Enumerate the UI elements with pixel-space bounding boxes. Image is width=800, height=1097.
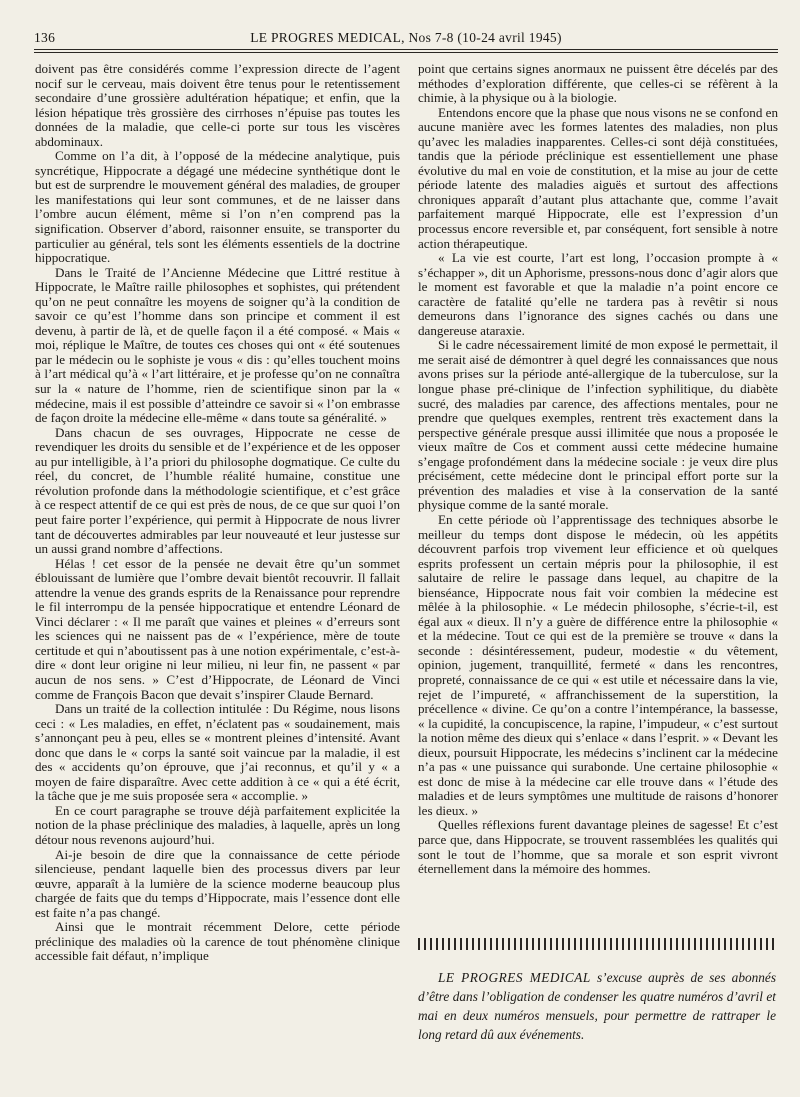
- paragraph: Dans chacun de ses ouvrages, Hippocrate ne cesse de revendiquer les droits du sensible et de l’expérience et de les opposer au pur intelligible, à l’a priori du philosophe dogmatique. Ce culte du réel, du concret, de l’humble réalité humaine, constitue une révolution profonde dans la méthodologie scientifique, et c’est grâce à ce respect attentif de ce qui est près de nous, de ce que sur quoi l’on peut faire porter l’expérience, qui permit à Hippocrate de nous livrer tant de découvertes admirables par leur nouveauté et leur justesse sur un aussi grand nombre d’affections.: [35, 424, 400, 557]
- paragraph: point que certains signes anormaux ne puissent être décelés par des méthodes d’exploration différente, que celles-ci se réfèrent à la chimie, à la physique ou à la biologie.: [418, 61, 778, 106]
- journal-title: LE PROGRES MEDICAL, Nos 7-8 (10-24 avril 1945): [250, 30, 562, 45]
- publisher-notice: [418, 968, 776, 1044]
- left-column: [35, 62, 400, 964]
- paragraph: Dans le Traité de l’Ancienne Médecine que Littré restitue à Hippocrate, le Maître raille philosophes et sophistes, qui prétendent qu’on ne peut connaître les moyens de soigner qu’à la condition de savoir ce qu’est l’homme dans son principe et comment il est devenu, à partir de là, et de quelle façon il a été composé. « Mais « moi, réplique le Maître, de toutes ces choses qui ont « été soutenues par le médecin ou le sophiste je vous « dis : qu’elles touchent moins à l’art médical qu’à « l’art littéraire, et je professe qu’on ne connaîtra sur la « nature de l’homme, rien de scientifique sinon par la « médecine, mais il est possible d’atteindre ce savoir si « l’on embrasse de façon droite la médecine elle-même « dans toute sa généralité. »: [35, 264, 400, 426]
- paragraph: En ce court paragraphe se trouve déjà parfaitement explicitée la notion de la phase préclinique des maladies, à laquelle, après un long détour nous revenons aujourd’hui.: [35, 802, 400, 847]
- paragraph: « La vie est courte, l’art est long, l’occasion prompte à « s’échapper », dit un Aphorisme, pressons-nous donc d’agir alors que le moment est favorable et que la maladie n’a point encore ce caractère de fatalité qu’elle ne tardera pas à revêtir si nous demeurons dans l’ignorance des signes cachés ou dans une dangereuse ataraxie.: [418, 250, 778, 338]
- paragraph: Comme on l’a dit, à l’opposé de la médecine analytique, puis syncrétique, Hippocrate a dégagé une médecine synthétique dont le but est de surprendre le mouvement général des maladies, de grouper les manifestations qui leur sont communes, et de ne laisser dans l’ombre aucun élément, même si l’on n’en comprend pas la signification. Observer d’abord, raisonner ensuite, se transporter du particulier au général, tels sont les éléments essentiels de la doctrine hippocratique.: [35, 148, 400, 266]
- paragraph: Dans un traité de la collection intitulée : Du Régime, nous lisons ceci : « Les maladies, en effet, n’éclatent pas « soudainement, mais s’annonçant peu à peu, elles se « montrent pleines d’intensité. Avant donc que dans le « corps la santé soit vaincue par la maladie, il est des « accidents qu’on éprouve, que j’ai reconnus, et qu’il y « a moyen de faire disparaître. Avec cette addition à ce « qui a été écrit, la tâche que je me suis proposée sera « accomplie. »: [35, 701, 400, 804]
- paragraph: Quelles réflexions furent davantage pleines de sagesse! Et c’est parce que, dans Hippocrate, se trouvent rassemblées les qualités qui sont le tout de l’homme, que sa morale et son esprit vivront éternellement dans la mémoire des hommes.: [418, 817, 778, 877]
- right-column: [418, 62, 778, 877]
- paragraph: Ainsi que le montrait récemment Delore, cette période préclinique des maladies où la carence de tout phénomène clinique accessible fait défaut, n’implique: [35, 919, 400, 964]
- notice-text: s’excuse auprès de ses abonnés d’être dans l’obligation de condenser les quatre numéros d’avril et mai en deux numéros mensuels, pour permettre de rattraper le long retard dû aux événements.: [418, 970, 776, 1042]
- page-header: [34, 28, 778, 48]
- ornamental-divider: [418, 938, 776, 950]
- paragraph: Entendons encore que la phase que nous visons ne se confond en aucune manière avec les formes latentes des maladies, non plus qu’avec les maladies inapparentes. Celles-ci sont déjà constituées, tandis que la période préclinique est essentiellement une phase évolutive du mal en voie de constitution, et la mise au jour de cette période latente des maladies aiguës et surtout des affections chroniques apparaît d’autant plus attachante que, comme l’avait parfaitement marqué Hippocrate, elle est l’expression d’un processus encore reversible et, par conséquent, fort sensible à notre action thérapeutique.: [418, 104, 778, 251]
- paragraph: Si le cadre nécessairement limité de mon exposé le permettait, il me serait aisé de démontrer à quel degré les connaissances que nous avons prises sur la période anté-allergique de la tuberculose, sur la longue phase pré-clinique de l’infection syphilitique, du diabète sucré, des maladies par carence, des affections mentales, pour ne prendre que quelques exemples, rentrent très exactement dans la perspective générale presque aussi illimitée que nous a proposée le vieux maître de Cos et comment aussi cette médecine humaine s’engage profondément dans la médecine sociale : je veux dire plus précisément, cette médecine dont le principal effort porte sur la prévention des maladies et vise à la conservation de la santé physique comme de la santé morale.: [418, 337, 778, 513]
- paragraph: doivent pas être considérés comme l’expression directe de l’agent nocif sur le cerveau, mais doivent être tenus pour le retentissement secondaire d’une grossière adultération hépatique; et enfin, que la lésion hépatique très grossière des cirrhoses n’épuise pas toutes les données de la maladie, que celle-ci porte sur tous les viscères abdominaux.: [35, 61, 400, 149]
- paragraph: En cette période où l’apprentissage des techniques absorbe le meilleur du temps dont dispose le médecin, où les appétits découvrent parfois trop vivement leur efficience et où quelques esprits professent un certain mépris pour la philosophie, il est salutaire de relire le passage dans lequel, au chapitre de la bienséance, Hippocrate nous fait voir combien la médecine est mêlée à la philosophie. « Le médecin philosophe, s’écrie-t-il, est égal aux « dieux. Il n’y a guère de différence entre la philosophie « et la médecine. Tout ce qui est de la première se trouve « dans la seconde : désintéressement, pudeur, modestie « du vêtement, opinion, jugement, tranquillité, fermeté « dans les rencontres, propreté, connaissance de ce qui « est utile et nécessaire dans la vie, rejet de l’impureté, « affranchissement de la superstition, la précellence « divine. Ce qu’on a contre l’intempérance, la bassesse, « la cupidité, la concupiscence, la rapine, l’impudeur, « c’est surtout la notion même des dieux qui s’enlace « dans l’esprit. » « Devant les dieux, poursuit Hippocrate, les médecins s’inclinent car la médecine n’a pas « une puissance qui surabonde. Une certaine philosophie « est donc de mise à la médecine car elle trouve dans « l’étude des maladies et de leurs symptômes une multitude de raisons d’honorer les dieux. »: [418, 511, 778, 818]
- header-rule: [34, 49, 778, 50]
- paragraph: Ai-je besoin de dire que la connaissance de cette période silencieuse, pendant laquelle bien des processus divers par leur œuvre, apparaît à la lumière de la science moderne beaucoup plus chargée de faits que du temps d’Hippocrate, mais l’essence dont elle est faite n’a pas changé.: [35, 846, 400, 920]
- paragraph: Hélas ! cet essor de la pensée ne devait être qu’un sommet éblouissant de lumière que l’ombre devait bientôt recouvrir. Il fallait attendre la venue des grands esprits de la Renaissance pour reprendre le fil interrompu de la pensée hippocratique et entendre Léonard de Vinci déclarer : « Il me paraît que vaines et pleines « d’erreurs sont les sciences qui ne naissent pas de « l’expérience, mère de toute certitude et qui n’aboutissent pas à une notion expérimentale, c’est-à-dire « dont leur origine ni leur milieu, ni leur fin, ne passent « par aucun de nos sens. » C’est d’Hippocrate, de Léonard de Vinci comme de François Bacon que devait s’inspirer Claude Bernard.: [35, 555, 400, 702]
- page-number: 136: [34, 30, 56, 45]
- notice-publication: LE PROGRES MEDICAL: [438, 970, 591, 985]
- header-rule-double: [34, 52, 778, 53]
